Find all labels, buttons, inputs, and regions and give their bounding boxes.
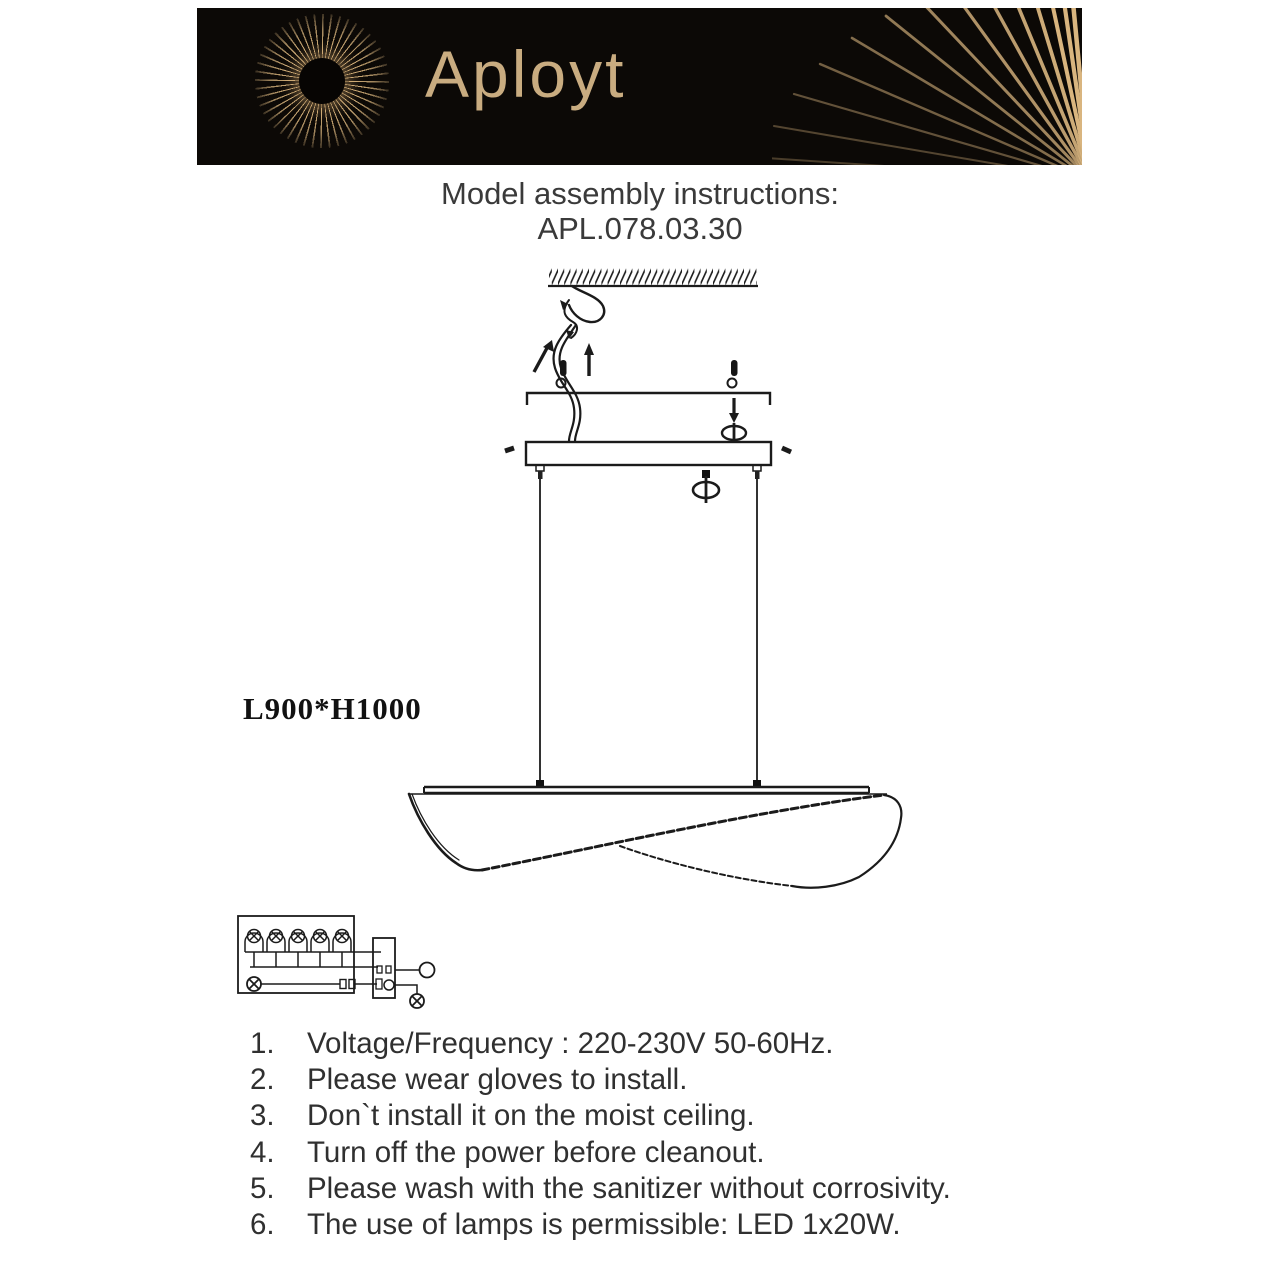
- item-text: The use of lamps is permissible: LED 1x20W.: [307, 1208, 901, 1242]
- title-block: [0, 176, 1280, 246]
- screw-right-icon: [728, 360, 738, 388]
- item-text: Turn off the power before cleanout.: [307, 1135, 765, 1169]
- canopy-right-mark: [782, 448, 791, 452]
- sunburst-core: [299, 58, 345, 104]
- dimension-label: L900*H1000: [243, 691, 422, 726]
- ray-fan-decoration: [772, 8, 1082, 165]
- ceiling-hatch: [548, 264, 758, 286]
- output-terminal: [420, 963, 435, 978]
- list-item: [250, 1171, 1070, 1207]
- list-item: [250, 1062, 1070, 1098]
- list-item: [250, 1207, 1070, 1243]
- lamp-symbol-bottom-right: [410, 994, 424, 1008]
- brand-banner: [197, 8, 1082, 165]
- brand-name: Aployt: [425, 37, 627, 111]
- item-text: Please wash with the sanitizer without corrosivity.: [307, 1171, 951, 1205]
- model-number: APL.078.03.30: [537, 211, 743, 246]
- item-number: 5.: [250, 1171, 275, 1205]
- list-item: [250, 1135, 1070, 1171]
- document-title: Model assembly instructions:: [441, 176, 839, 211]
- lamp-shade: [409, 794, 901, 888]
- item-number: 4.: [250, 1135, 275, 1169]
- item-text: Please wear gloves to install.: [307, 1063, 688, 1097]
- item-number: 6.: [250, 1208, 275, 1242]
- assembly-diagram: [390, 258, 920, 898]
- driver-plug-ring: [384, 980, 394, 990]
- driver-pin: [386, 966, 391, 973]
- lamp-socket-row: [245, 930, 351, 953]
- inline-connector: [340, 980, 346, 989]
- list-item: [250, 1098, 1070, 1134]
- item-text: Voltage/Frequency : 220-230V 50-60Hz.: [307, 1027, 834, 1060]
- screw-in-symbol-upper: [722, 398, 746, 443]
- lamp-symbol-bottom-left: [247, 977, 261, 991]
- arrow-up-slanted-icon: [534, 340, 554, 372]
- item-text: Don`t install it on the moist ceiling.: [307, 1099, 755, 1133]
- list-item: [250, 1026, 1070, 1062]
- wire-gripper-left: [536, 465, 544, 479]
- instructions-list: [250, 1026, 1070, 1243]
- item-number: 2.: [250, 1063, 275, 1097]
- item-number: 1.: [250, 1027, 275, 1060]
- screw-in-symbol-lower: [693, 470, 719, 503]
- wiring-diagram: [228, 908, 450, 1012]
- lamp-bar: [408, 787, 887, 794]
- arrow-up-icon: [584, 343, 594, 376]
- sunburst-logo-icon: [255, 14, 389, 148]
- wire-gripper-right: [753, 465, 761, 479]
- canopy-left-mark: [505, 448, 514, 451]
- bus-wiring: [245, 952, 381, 967]
- ceiling-canopy: [526, 442, 771, 465]
- item-number: 3.: [250, 1099, 275, 1133]
